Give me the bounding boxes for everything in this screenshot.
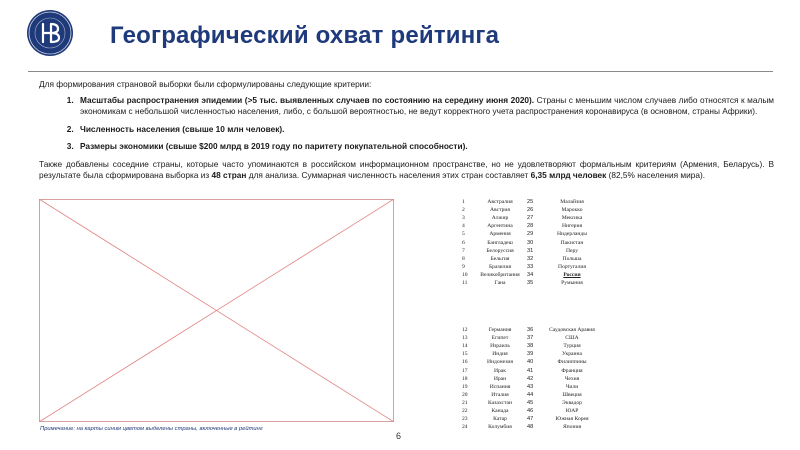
- row-number: 7: [462, 247, 465, 254]
- country-name: Пакистан: [560, 239, 584, 246]
- country-name: Португалия: [558, 263, 586, 270]
- row-number: 25: [527, 199, 534, 205]
- row-number: 45: [527, 399, 534, 406]
- row-number: 12: [462, 327, 468, 333]
- row-number: 3: [462, 215, 465, 222]
- row-number: 5: [462, 231, 465, 238]
- row-number: 13: [462, 335, 468, 342]
- row-number: 42: [527, 375, 534, 382]
- criterion-item: [76, 124, 774, 136]
- country-name: Мексика: [561, 215, 583, 222]
- row-number: 4: [462, 223, 465, 230]
- country-name: Канада: [491, 408, 509, 414]
- summary-text: (82,5% населения мира).: [606, 170, 706, 180]
- country-name: Италия: [491, 391, 509, 398]
- summary-text: для анализа. Суммарная численность населения этих стран составляет: [246, 170, 531, 180]
- country-name: Бангладеш: [487, 239, 513, 246]
- country-name: Швеция: [562, 391, 582, 398]
- row-number: 29: [527, 231, 534, 238]
- country-name: Румыния: [561, 280, 583, 286]
- row-number: 11: [462, 280, 468, 286]
- country-name: Украина: [562, 351, 582, 358]
- row-number: 48: [527, 424, 534, 431]
- title-divider: [28, 71, 773, 72]
- row-number: 6: [462, 239, 465, 246]
- country-name: ЮАР: [565, 408, 579, 414]
- criterion-item: [76, 95, 774, 118]
- row-number: 27: [527, 215, 534, 222]
- map-note: Примечание: на карты синим цветом выделены страны, включенные в рейтинг: [40, 426, 263, 432]
- row-number: 36: [527, 327, 534, 333]
- row-number: 9: [462, 263, 465, 270]
- row-number: 14: [462, 343, 468, 350]
- country-name: Польша: [562, 255, 582, 262]
- row-number: 28: [527, 223, 534, 230]
- country-name: Филиппины: [557, 359, 587, 366]
- row-number: 41: [527, 367, 534, 374]
- row-number: 35: [527, 280, 534, 286]
- row-number: 46: [527, 408, 534, 414]
- country-name: Казахстан: [488, 399, 512, 406]
- map-image-placeholder: [39, 199, 394, 422]
- row-number: 8: [462, 255, 465, 262]
- row-number: 33: [527, 263, 534, 270]
- country-name: Индия: [492, 351, 508, 358]
- row-number: 26: [527, 207, 534, 214]
- country-name: Чехия: [564, 375, 580, 382]
- row-number: 17: [462, 367, 468, 374]
- row-number: 18: [462, 375, 468, 382]
- row-number: 24: [462, 424, 468, 431]
- country-count: 48 стран: [211, 170, 247, 180]
- row-number: 38: [527, 343, 534, 350]
- row-number: 2: [462, 207, 465, 214]
- country-name: Россия: [563, 271, 581, 278]
- country-name: Южная Корея: [555, 416, 589, 423]
- criterion-title: Численность населения (свыше 10 млн человек).: [80, 123, 285, 134]
- row-number: 22: [462, 408, 468, 414]
- country-name: Армения: [489, 231, 511, 238]
- row-number: 43: [527, 383, 534, 390]
- population-total: 6,35 млрд человек: [530, 170, 607, 180]
- row-number: 34: [527, 271, 534, 278]
- country-name: Нидерланды: [557, 231, 587, 238]
- row-number: 16: [462, 359, 468, 366]
- intro-text: Для формирования страновой выборки были сформулированы следующие критерии:: [39, 79, 372, 89]
- country-name: Ирак: [493, 367, 507, 374]
- row-number: 32: [527, 255, 534, 262]
- country-name: Франция: [561, 367, 583, 374]
- page-number: 6: [396, 431, 402, 441]
- country-name: Марокко: [561, 207, 583, 214]
- country-name: Белоруссия: [486, 247, 514, 254]
- row-number: 10: [462, 271, 468, 278]
- country-name: Австрия: [489, 207, 510, 214]
- row-number: 47: [527, 416, 534, 423]
- row-number: 15: [462, 351, 468, 358]
- row-number: 39: [527, 351, 534, 358]
- row-number: 21: [462, 399, 468, 406]
- page-title: Географический охват рейтинга: [110, 22, 500, 49]
- country-name: Бразилия: [488, 263, 512, 270]
- country-name: Малайзия: [560, 199, 584, 205]
- criterion-title: Масштабы распространения эпидемии (>5 тыс. выявленных случаев по состоянию на середину июня 2020).: [80, 94, 535, 105]
- country-name: Эквадор: [562, 399, 582, 406]
- country-name: Колумбия: [488, 424, 512, 431]
- row-number: 44: [527, 391, 534, 398]
- country-name: Великобритания: [480, 271, 520, 278]
- country-name: Египет: [491, 335, 509, 342]
- country-name: Гана: [494, 280, 506, 286]
- country-name: Алжир: [491, 215, 509, 222]
- row-number: 19: [462, 383, 468, 390]
- criterion-text: Страны с меньшим числом случаев либо относятся к малым экономикам с небольшой численностью населения, либо, с большой вероятностью, не ведут корректного учета распространения коронавируса (в основном, страны Африки).: [80, 94, 774, 116]
- country-name: Аргентина: [487, 223, 513, 230]
- country-name: Турция: [563, 343, 581, 350]
- row-number: 1: [462, 199, 465, 205]
- country-name: Япония: [562, 424, 582, 431]
- criterion-title: Размеры экономики (свыше $200 млрд в 2019 году по паритету покупательной способности).: [80, 141, 468, 151]
- row-number: 20: [462, 391, 468, 398]
- country-name: США: [565, 335, 579, 342]
- summary-text: Также добавлены соседние страны, которые часто упоминаются в российском информационном пространстве, но не удовлетворяют формальным критериям (Армения, Беларусь). В результате была сформирована выборка из: [39, 158, 774, 180]
- country-name: Нигерия: [561, 223, 583, 230]
- country-name: Перу: [565, 247, 579, 254]
- criterion-item: [76, 141, 774, 153]
- country-name: Австралия: [487, 199, 513, 205]
- row-number: 31: [527, 247, 534, 254]
- country-name: Германия: [488, 327, 512, 333]
- row-number: 37: [527, 335, 534, 342]
- country-name: Испания: [489, 383, 511, 390]
- country-name: Саудовская Аравия: [549, 327, 595, 333]
- main-text: [39, 79, 774, 182]
- hse-logo-icon: [27, 10, 73, 56]
- criteria-list: [39, 95, 774, 153]
- country-name: Иран: [493, 375, 507, 382]
- country-name: Катар: [493, 416, 507, 423]
- row-number: 40: [527, 359, 534, 366]
- country-name: Бельгия: [490, 255, 510, 262]
- row-number: 30: [527, 239, 534, 246]
- country-name: Израиль: [490, 343, 510, 350]
- sample-summary: [39, 159, 774, 182]
- country-name: Индонезия: [487, 359, 513, 366]
- country-name: Чили: [565, 383, 579, 390]
- row-number: 23: [462, 416, 468, 423]
